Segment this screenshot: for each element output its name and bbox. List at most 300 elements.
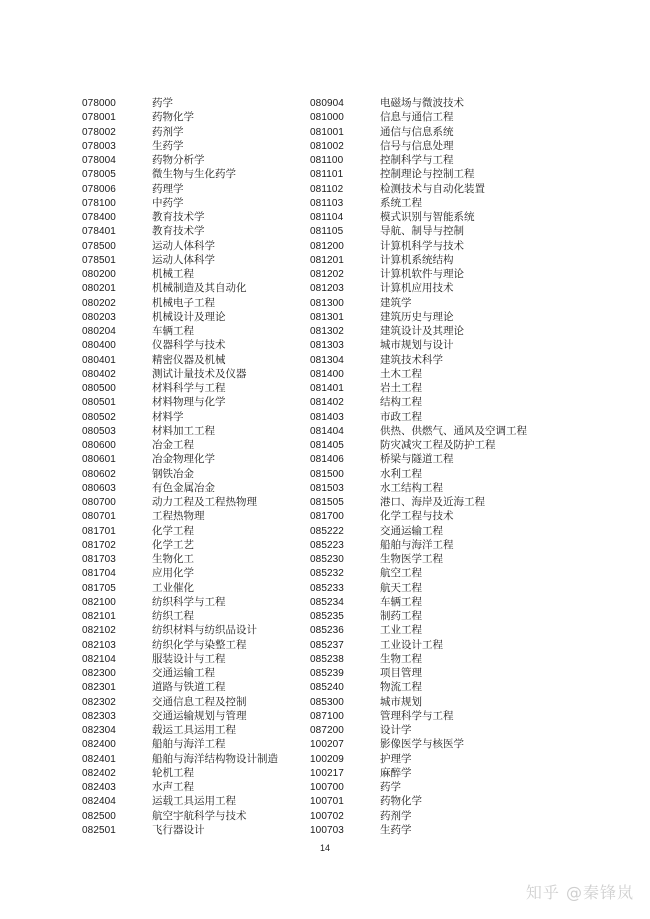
major-code: 080402 (82, 368, 116, 380)
list-item (82, 581, 278, 595)
list-item (310, 666, 527, 680)
list-item (82, 695, 278, 709)
major-name: 工业工程 (380, 624, 422, 637)
major-name: 控制科学与工程 (380, 154, 454, 166)
major-name: 化学工艺 (152, 538, 194, 551)
major-name: 生物工程 (380, 652, 422, 665)
list-item (82, 253, 278, 267)
list-item (310, 452, 527, 466)
major-code: 082402 (82, 767, 116, 779)
major-name: 冶金物理化学 (152, 453, 215, 466)
list-item (82, 467, 278, 481)
major-code: 082104 (82, 653, 116, 665)
list-item (82, 680, 278, 694)
major-code: 085233 (310, 582, 344, 594)
major-code: 100701 (310, 796, 344, 808)
major-code: 100209 (310, 753, 344, 765)
list-item (310, 381, 527, 395)
list-item (82, 125, 278, 139)
list-item (310, 110, 527, 124)
major-name: 信号与信息处理 (380, 139, 454, 152)
list-item (82, 666, 278, 680)
major-name: 飞行器设计 (152, 823, 205, 836)
major-name: 护理学 (380, 752, 412, 765)
major-name: 管理科学与工程 (380, 709, 454, 722)
major-code: 081105 (310, 226, 344, 238)
list-item (82, 566, 278, 580)
major-code: 087200 (310, 725, 344, 736)
major-code: 080200 (82, 269, 116, 280)
list-item (82, 652, 278, 666)
major-name: 轮机工程 (152, 766, 194, 779)
major-code: 081403 (310, 411, 344, 423)
major-code: 080603 (82, 482, 116, 494)
major-name: 市政工程 (380, 410, 422, 423)
major-code: 078501 (82, 254, 116, 266)
list-item (310, 737, 527, 751)
major-name: 计算机软件与理论 (380, 268, 464, 280)
major-code: 080700 (82, 497, 116, 508)
major-name: 机械电子工程 (152, 296, 215, 309)
major-code: 080500 (82, 383, 116, 394)
major-code: 082103 (82, 639, 116, 651)
major-name: 城市规划 (380, 695, 422, 708)
list-item (310, 495, 527, 509)
list-item (310, 253, 527, 267)
major-code: 080203 (82, 311, 116, 323)
major-name: 航空宇航科学与技术 (152, 809, 247, 822)
list-item (82, 153, 278, 167)
major-name: 药物分析学 (152, 154, 205, 166)
major-code: 078005 (82, 169, 116, 181)
list-item (310, 552, 527, 566)
list-item (310, 766, 527, 780)
list-item (310, 239, 527, 253)
list-item (310, 224, 527, 238)
list-item (82, 338, 278, 352)
major-name: 船舶与海洋结构物设计制造 (152, 752, 278, 765)
major-code: 082500 (82, 810, 116, 822)
major-name: 精密仪器及机械 (152, 353, 226, 366)
list-item (310, 438, 527, 452)
major-name: 纺织工程 (152, 610, 194, 622)
major-code: 082302 (82, 696, 116, 708)
list-item (82, 139, 278, 153)
major-name: 运动人体科学 (152, 239, 215, 252)
list-item (82, 367, 278, 381)
major-code: 078401 (82, 226, 116, 238)
list-item (310, 324, 527, 338)
list-item (82, 552, 278, 566)
major-code: 078002 (82, 126, 116, 138)
page-number: 14 (319, 843, 330, 853)
major-code: 082400 (82, 739, 116, 751)
major-name: 载运工具运用工程 (152, 724, 236, 736)
list-item (82, 609, 278, 623)
major-name: 化学工程 (152, 524, 194, 537)
major-name: 航空工程 (380, 567, 422, 580)
major-name: 计算机应用技术 (380, 282, 454, 295)
major-code: 085223 (310, 539, 344, 551)
major-code: 100703 (310, 824, 344, 836)
major-code: 081104 (310, 212, 344, 223)
major-name: 药剂学 (152, 125, 184, 138)
list-item (310, 338, 527, 352)
major-name: 纺织科学与工程 (152, 595, 226, 608)
major-name: 微生物与生化药学 (152, 168, 236, 181)
list-item (310, 310, 527, 324)
major-name: 材料物理与化学 (152, 396, 226, 409)
major-name: 工程热物理 (152, 510, 205, 523)
major-name: 建筑学 (380, 296, 412, 309)
list-item (82, 452, 278, 466)
major-code: 081702 (82, 539, 116, 551)
list-item (82, 353, 278, 367)
major-name: 导航、制导与控制 (380, 225, 464, 238)
major-code: 078006 (82, 183, 116, 195)
major-name: 航天工程 (380, 581, 422, 594)
major-code: 080400 (82, 340, 116, 352)
major-code: 081404 (310, 425, 344, 437)
major-code: 100700 (310, 782, 344, 793)
major-name: 通信与信息系统 (380, 125, 454, 138)
major-code: 081703 (82, 554, 116, 565)
major-code: 081701 (82, 525, 116, 537)
major-name: 岩土工程 (380, 382, 422, 394)
list-item (82, 310, 278, 324)
major-name: 药学 (380, 781, 401, 793)
major-code: 081301 (310, 311, 344, 323)
major-code: 080602 (82, 468, 116, 480)
major-name: 设计学 (380, 724, 412, 736)
list-item (310, 638, 527, 652)
major-name: 模式识别与智能系统 (380, 211, 475, 223)
major-code: 085300 (310, 696, 344, 708)
major-name: 仪器科学与技术 (152, 339, 226, 352)
major-name: 生药学 (380, 823, 412, 836)
major-name: 信息与通信工程 (380, 111, 454, 124)
major-name: 药物化学 (152, 111, 194, 124)
list-item (82, 210, 278, 224)
major-code: 081200 (310, 240, 344, 252)
major-name: 工业催化 (152, 581, 194, 594)
major-name: 材料加工工程 (152, 424, 215, 437)
major-name: 材料科学与工程 (152, 382, 226, 394)
list-item (310, 609, 527, 623)
list-item (310, 481, 527, 495)
major-code: 080204 (82, 326, 116, 337)
list-item (310, 566, 527, 580)
list-item (310, 196, 527, 210)
major-code: 081302 (310, 326, 344, 337)
major-name: 纺织材料与纺织品设计 (152, 624, 257, 637)
major-name: 港口、海岸及近海工程 (380, 496, 485, 508)
list-item (310, 424, 527, 438)
major-name: 项目管理 (380, 667, 422, 679)
list-item (310, 395, 527, 409)
major-name: 建筑技术科学 (380, 353, 443, 366)
major-name: 系统工程 (380, 196, 422, 209)
major-code: 081406 (310, 454, 344, 466)
list-item (310, 96, 527, 110)
major-code: 081400 (310, 368, 344, 380)
major-code: 081303 (310, 340, 344, 352)
list-item (310, 410, 527, 424)
major-code: 081505 (310, 497, 344, 508)
major-name: 检测技术与自动化装置 (380, 182, 485, 195)
list-item (82, 623, 278, 637)
major-code: 082303 (82, 710, 116, 722)
list-item (310, 139, 527, 153)
list-item (310, 167, 527, 181)
major-code: 080701 (82, 511, 116, 523)
major-code: 085238 (310, 653, 344, 665)
major-code: 085239 (310, 668, 344, 679)
list-item (82, 737, 278, 751)
major-name: 药学 (152, 97, 173, 109)
list-item (82, 495, 278, 509)
major-name: 交通运输工程 (380, 524, 443, 537)
major-code: 082101 (82, 611, 116, 622)
major-code: 081704 (82, 568, 116, 580)
major-name: 车辆工程 (380, 595, 422, 608)
list-item (310, 595, 527, 609)
major-code: 081202 (310, 269, 344, 280)
major-code: 085232 (310, 568, 344, 580)
major-name: 麻醉学 (380, 766, 412, 779)
major-code: 078000 (82, 98, 116, 109)
major-name: 水利工程 (380, 467, 422, 480)
major-code: 082301 (82, 682, 116, 694)
major-name: 船舶与海洋工程 (152, 738, 226, 751)
major-name: 计算机系统结构 (380, 253, 454, 266)
list-item (82, 809, 278, 823)
major-name: 运载工具运用工程 (152, 795, 236, 808)
major-name: 电磁场与微波技术 (380, 97, 464, 109)
list-item (310, 281, 527, 295)
major-code: 078100 (82, 197, 116, 209)
major-name: 水工结构工程 (380, 481, 443, 494)
major-code: 081102 (310, 183, 344, 195)
major-code: 078001 (82, 112, 116, 124)
major-name: 生物化工 (152, 553, 194, 565)
list-item (310, 296, 527, 310)
major-name: 交通运输规划与管理 (152, 709, 247, 722)
major-code: 082404 (82, 796, 116, 808)
major-code: 080503 (82, 425, 116, 437)
major-code: 085240 (310, 682, 344, 694)
major-code: 080904 (310, 98, 344, 109)
list-item (310, 581, 527, 595)
major-name: 船舶与海洋工程 (380, 538, 454, 551)
list-item (310, 524, 527, 538)
list-item (82, 780, 278, 794)
major-code: 085236 (310, 625, 344, 637)
major-code: 081201 (310, 254, 344, 266)
major-name: 教育技术学 (152, 225, 205, 238)
list-item (310, 680, 527, 694)
major-name: 冶金工程 (152, 439, 194, 451)
major-name: 钢铁冶金 (152, 467, 194, 480)
major-code: 081203 (310, 283, 344, 295)
list-item (310, 652, 527, 666)
list-item (82, 96, 278, 110)
major-name: 动力工程及工程热物理 (152, 496, 257, 508)
list-item (310, 794, 527, 808)
major-name: 中药学 (152, 196, 184, 209)
major-name: 物流工程 (380, 681, 422, 694)
list-item (82, 196, 278, 210)
major-code: 078500 (82, 240, 116, 252)
major-code: 082501 (82, 824, 116, 836)
list-item (82, 438, 278, 452)
list-item (82, 766, 278, 780)
major-name: 建筑历史与理论 (380, 310, 454, 323)
major-name: 制药工程 (380, 610, 422, 622)
list-item (82, 324, 278, 338)
major-code: 081304 (310, 354, 344, 366)
major-name: 机械设计及理论 (152, 310, 226, 323)
list-item (82, 509, 278, 523)
list-item (82, 638, 278, 652)
major-code: 081503 (310, 482, 344, 494)
major-code: 100207 (310, 739, 344, 751)
list-item (310, 709, 527, 723)
list-item (82, 224, 278, 238)
major-code: 085237 (310, 639, 344, 651)
list-item (82, 723, 278, 737)
major-code: 081700 (310, 511, 344, 523)
major-name: 城市规划与设计 (380, 339, 454, 352)
list-item (310, 153, 527, 167)
major-name: 运动人体科学 (152, 253, 215, 266)
list-item (82, 410, 278, 424)
major-code: 080501 (82, 397, 116, 409)
major-name: 土木工程 (380, 367, 422, 380)
list-item (82, 395, 278, 409)
major-name: 结构工程 (380, 396, 422, 409)
major-code: 081101 (310, 169, 344, 181)
major-code: 082300 (82, 668, 116, 679)
major-name: 水声工程 (152, 781, 194, 793)
major-code: 082102 (82, 625, 116, 637)
major-code: 081103 (310, 197, 344, 209)
major-code: 080201 (82, 283, 116, 295)
list-item (82, 481, 278, 495)
major-code: 087100 (310, 710, 344, 722)
major-code: 080600 (82, 440, 116, 451)
major-name: 防灾减灾工程及防护工程 (380, 439, 496, 451)
list-item (310, 467, 527, 481)
list-item (310, 809, 527, 823)
major-code: 082100 (82, 596, 116, 608)
major-code: 085230 (310, 554, 344, 565)
list-item (310, 267, 527, 281)
major-name: 建筑设计及其理论 (380, 325, 464, 337)
major-name: 服装设计与工程 (152, 652, 226, 665)
list-item (82, 167, 278, 181)
major-code: 081705 (82, 582, 116, 594)
watermark: 知乎 @秦锋岚 (525, 883, 634, 902)
major-name: 材料学 (152, 410, 184, 423)
major-name: 交通运输工程 (152, 667, 215, 679)
major-code: 081500 (310, 468, 344, 480)
major-name: 药物化学 (380, 795, 422, 808)
major-name: 计算机科学与技术 (380, 239, 464, 252)
major-code: 081100 (310, 155, 344, 166)
major-name: 工业设计工程 (380, 638, 443, 651)
list-item (310, 623, 527, 637)
major-name: 药理学 (152, 182, 184, 195)
major-code: 085222 (310, 525, 344, 537)
major-name: 交通信息工程及控制 (152, 695, 247, 708)
list-item (310, 125, 527, 139)
major-name: 有色金属冶金 (152, 481, 215, 494)
right-column (310, 96, 527, 837)
list-item (82, 381, 278, 395)
list-item (82, 281, 278, 295)
major-code: 081001 (310, 126, 344, 138)
list-item (82, 296, 278, 310)
major-code: 100217 (310, 767, 344, 779)
major-name: 道路与铁道工程 (152, 681, 226, 694)
list-item (82, 239, 278, 253)
major-code: 080601 (82, 454, 116, 466)
list-item (82, 267, 278, 281)
list-item (82, 752, 278, 766)
list-item (310, 210, 527, 224)
major-code: 082304 (82, 725, 116, 736)
list-item (310, 353, 527, 367)
major-code: 078004 (82, 155, 116, 166)
list-item (82, 524, 278, 538)
major-name: 影像医学与核医学 (380, 738, 464, 751)
major-name: 药剂学 (380, 809, 412, 822)
major-name: 纺织化学与染整工程 (152, 638, 247, 651)
major-name: 车辆工程 (152, 325, 194, 337)
major-name: 机械工程 (152, 268, 194, 280)
left-column (82, 96, 278, 837)
major-name: 测试计量技术及仪器 (152, 367, 247, 380)
major-code: 082401 (82, 753, 116, 765)
major-code: 100702 (310, 810, 344, 822)
list-item (82, 182, 278, 196)
list-item (310, 752, 527, 766)
major-name: 应用化学 (152, 567, 194, 580)
list-item (82, 794, 278, 808)
list-item (82, 823, 278, 837)
major-name: 供热、供燃气、通风及空调工程 (380, 424, 527, 437)
major-code: 082403 (82, 782, 116, 793)
list-item (82, 424, 278, 438)
major-code: 081405 (310, 440, 344, 451)
major-name: 生药学 (152, 139, 184, 152)
list-item (82, 709, 278, 723)
major-code: 080401 (82, 354, 116, 366)
major-code: 078400 (82, 212, 116, 223)
major-name: 控制理论与控制工程 (380, 168, 475, 181)
list-item (310, 182, 527, 196)
list-item (310, 823, 527, 837)
list-item (310, 509, 527, 523)
major-name: 机械制造及其自动化 (152, 282, 247, 295)
major-name: 生物医学工程 (380, 553, 443, 565)
major-code: 081402 (310, 397, 344, 409)
major-code: 080202 (82, 297, 116, 309)
list-item (310, 695, 527, 709)
major-code: 078003 (82, 140, 116, 152)
list-item (82, 595, 278, 609)
